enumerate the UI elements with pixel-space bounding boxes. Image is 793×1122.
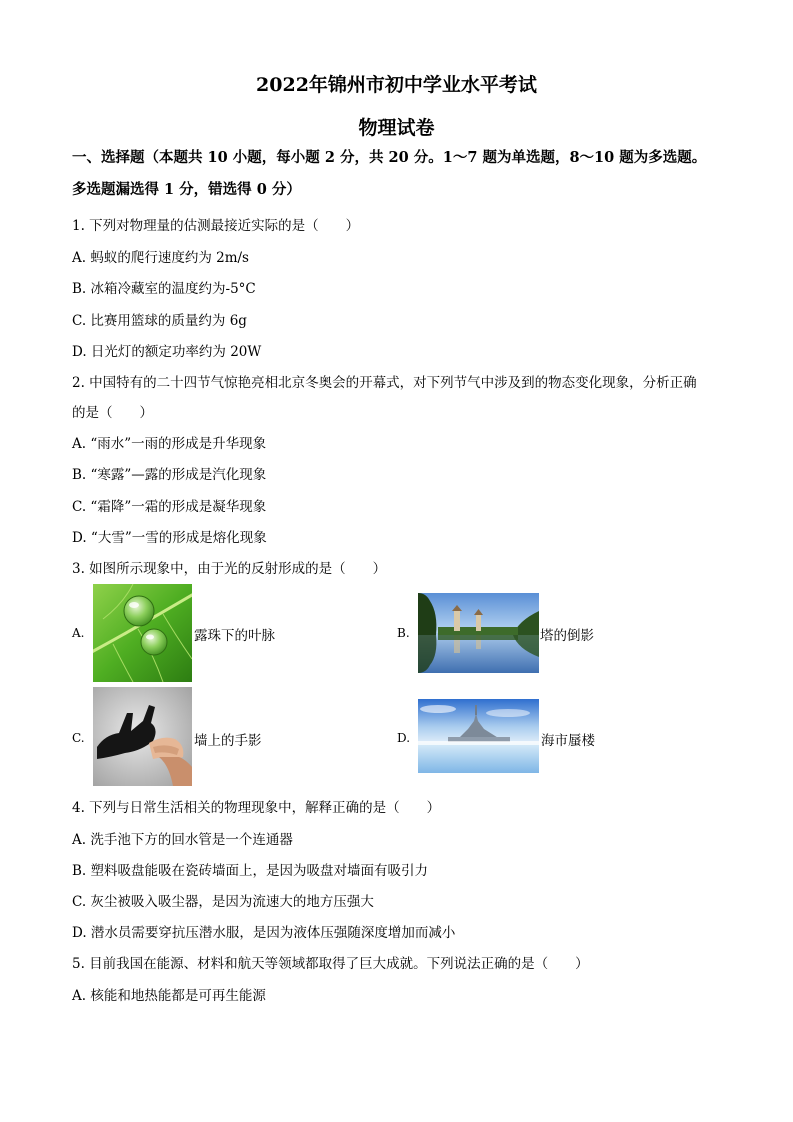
question-2-stem-line2: 的是（ ） <box>72 405 153 421</box>
exam-subtitle: 物理试卷 <box>358 117 435 139</box>
section-heading-line1: 一、选择题（本题共 10 小题，每小题 2 分，共 20 分。1～7 题为单选题，8～10 题为多选题。 <box>72 149 707 166</box>
question-1-option-d: D. 日光灯的额定功率约为 20W <box>72 344 262 360</box>
hand-shadow-image <box>93 687 192 786</box>
question-4-option-a: A. 洗手池下方的回水管是一个连通器 <box>72 832 293 848</box>
question-3-option-b-text: 塔的倒影 <box>540 628 594 644</box>
leaf-dewdrop-image <box>93 584 192 682</box>
question-3-option-d-label: D. <box>397 731 411 745</box>
question-4-stem: 4. 下列与日常生活相关的物理现象中，解释正确的是（ ） <box>72 800 441 816</box>
question-3-option-d-text: 海市蜃楼 <box>541 733 595 749</box>
question-1-option-b: B. 冰箱冷藏室的温度约为-5°C <box>72 281 256 297</box>
question-1-option-a: A. 蚂蚁的爬行速度约为 2m/s <box>72 250 249 266</box>
exam-title: 2022年锦州市初中学业水平考试 <box>256 74 537 96</box>
mirage-image <box>418 699 539 773</box>
question-3-stem: 3. 如图所示现象中，由于光的反射形成的是（ ） <box>72 561 387 577</box>
question-3-option-a-label: A. <box>72 626 85 640</box>
question-3-option-c-text: 墙上的手影 <box>194 733 262 749</box>
question-1-stem: 1. 下列对物理量的估测最接近实际的是（ ） <box>72 218 360 234</box>
question-2-option-d: D. “大雪”一雪的形成是熔化现象 <box>72 530 267 546</box>
question-4-option-c: C. 灰尘被吸入吸尘器，是因为流速大的地方压强大 <box>72 894 374 910</box>
question-3-option-a-text: 露珠下的叶脉 <box>194 628 275 644</box>
question-2-stem-line1: 2. 中国特有的二十四节气惊艳亮相北京冬奥会的开幕式，对下列节气中涉及到的物态变化现象，分析正确 <box>72 375 697 391</box>
question-1-option-c: C. 比赛用篮球的质量约为 6g <box>72 313 247 329</box>
question-2-option-c: C. “霜降”一霜的形成是凝华现象 <box>72 499 267 515</box>
question-3-option-c-label: C. <box>72 731 85 745</box>
question-4-option-d: D. 潜水员需要穿抗压潜水服，是因为液体压强随深度增加而减小 <box>72 925 456 941</box>
pagoda-reflection-image <box>418 593 539 673</box>
section-heading-line2: 多选题漏选得 1 分，错选得 0 分） <box>72 181 301 198</box>
question-5-stem: 5. 目前我国在能源、材料和航天等领域都取得了巨大成就。下列说法正确的是（ ） <box>72 956 589 972</box>
question-5-option-a: A. 核能和地热能都是可再生能源 <box>72 988 266 1004</box>
question-2-option-b: B. “寒露”—露的形成是汽化现象 <box>72 467 267 483</box>
question-4-option-b: B. 塑料吸盘能吸在瓷砖墙面上，是因为吸盘对墙面有吸引力 <box>72 863 429 879</box>
question-2-option-a: A. “雨水”一雨的形成是升华现象 <box>72 436 267 452</box>
question-3-option-b-label: B. <box>397 626 410 640</box>
